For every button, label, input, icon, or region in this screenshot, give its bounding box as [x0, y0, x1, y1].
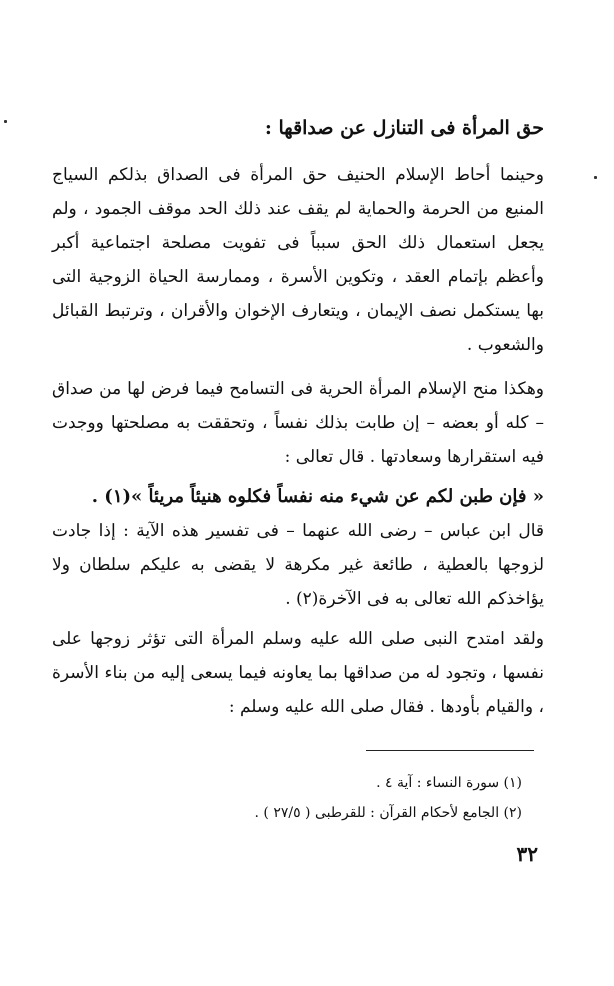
footnote: (٢) الجامع لأحكام القرآن : للقرطبى ( ٢٧/٥ ) . [254, 805, 522, 821]
margin-mark [4, 120, 7, 123]
margin-mark [594, 176, 597, 179]
quran-verse: « فإن طبن لكم عن شيء منه نفساً فكلوه هنيئاً مريئاً »(١) . [91, 486, 544, 507]
body-paragraph: وحينما أحاط الإسلام الحنيف حق المرأة فى الصداق بذلكم السياج المنيع من الحرمة والحماية لم يقف عند ذلك الحد موقف الجمود ، ولم يجعل استعمال ذلك الحق سبباً فى تفويت مصلحة اجتماعية أكبر وأعظم بإتمام العقد ، وتكوين الأسرة ، وممارسة الحياة الزوجية التى بها يستكمل نصف الإيمان ، ويتعارف الإخوان والأقران ، وترتبط القبائل والشعوب . [52, 165, 544, 355]
page-number: ٣٢ [516, 842, 538, 866]
section-heading: حق المرأة فى التنازل عن صداقها : [264, 117, 544, 139]
body-paragraph: ولقد امتدح النبى صلى الله عليه وسلم المرأة التى تؤثر زوجها على نفسها ، وتجود له من صداقها بما يعاونه فيما يسعى إليه من بناء الأسرة ، والقيام بأودها . فقال صلى الله عليه وسلم : [52, 629, 544, 717]
footnote: (١) سورة النساء : آية ٤ . [376, 775, 522, 791]
footnote-separator [366, 750, 534, 751]
footnotes [52, 768, 522, 828]
body-paragraph: قال ابن عباس – رضى الله عنهما – فى تفسير هذه الآية : إذا جادت لزوجها بالعطية ، طائعة غير مكرهة لا يقضى به عليكم سلطان ولا يؤاخذكم الله تعالى به فى الآخرة(٢) . [52, 521, 544, 609]
body-paragraph: وهكذا منح الإسلام المرأة الحرية فى التسامح فيما فرض لها من صداق – كله أو بعضه – إن طابت بذلك نفساً ، وتحققت به مصلحتها ووجدت فيه استقرارها وسعادتها . قال تعالى : [52, 379, 545, 467]
